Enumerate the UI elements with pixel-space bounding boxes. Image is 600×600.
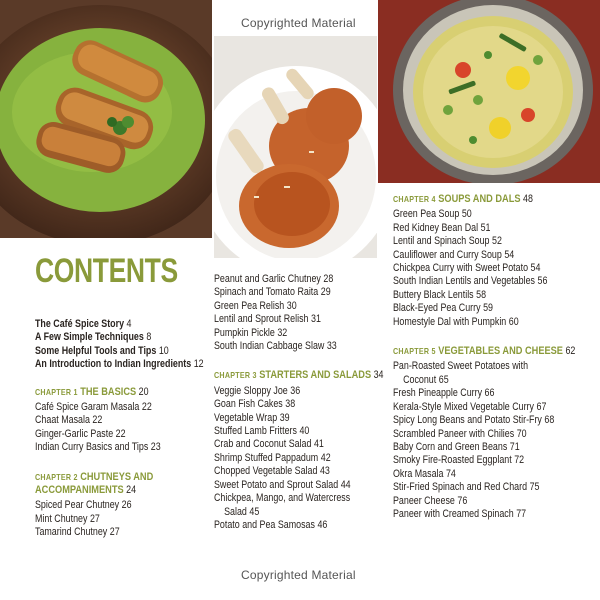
toc-entry[interactable]: The Café Spice Story 4 bbox=[35, 318, 132, 330]
toc-entry[interactable]: Shrimp Stuffed Pappadum 42 bbox=[214, 451, 331, 464]
toc-entry[interactable]: Peanut and Garlic Chutney 28 bbox=[214, 273, 334, 285]
copyright-watermark-bottom: Copyrighted Material bbox=[241, 568, 356, 582]
toc-entry[interactable]: Goan Fish Cakes 38 bbox=[214, 398, 296, 411]
toc-entry[interactable]: Vegetable Wrap 39 bbox=[214, 411, 290, 424]
toc-entry[interactable]: Baby Corn and Green Beans 71 bbox=[393, 440, 520, 453]
toc-entry[interactable]: Stir-Fried Spinach and Red Chard 75 bbox=[393, 481, 540, 494]
toc-entry[interactable]: Lentil and Spinach Soup 52 bbox=[393, 235, 502, 248]
toc-entry[interactable]: Black-Eyed Pea Curry 59 bbox=[393, 302, 493, 315]
toc-entry[interactable]: Chaat Masala 22 bbox=[35, 414, 103, 427]
toc-entry[interactable]: Chickpea, Mango, and Watercress bbox=[214, 492, 351, 505]
toc-entry[interactable]: Pumpkin Pickle 32 bbox=[214, 326, 288, 339]
toc-entry[interactable]: Potato and Pea Samosas 46 bbox=[214, 518, 328, 531]
toc-entry[interactable]: Okra Masala 74 bbox=[393, 467, 456, 480]
toc-entry[interactable]: Buttery Black Lentils 58 bbox=[393, 288, 487, 301]
vegetable-curry-photo bbox=[378, 0, 600, 183]
toc-entry[interactable]: Smoky Fire-Roasted Eggplant 72 bbox=[393, 454, 525, 467]
toc-entry[interactable]: Café Spice Garam Masala 22 bbox=[35, 401, 152, 414]
toc-entry[interactable]: South Indian Cabbage Slaw 33 bbox=[214, 340, 337, 353]
toc-entry[interactable]: Stuffed Lamb Fritters 40 bbox=[214, 425, 310, 438]
toc-entry[interactable]: Homestyle Dal with Pumpkin 60 bbox=[393, 315, 519, 328]
toc-entry-continuation[interactable]: Salad 45 bbox=[224, 505, 260, 518]
toc-entry[interactable]: Red Kidney Bean Dal 51 bbox=[393, 221, 491, 234]
copyright-watermark-top: Copyrighted Material bbox=[241, 16, 356, 30]
toc-entry[interactable]: Green Pea Soup 50 bbox=[393, 208, 472, 221]
toc-entry[interactable]: Tamarind Chutney 27 bbox=[35, 526, 120, 539]
toc-entry[interactable]: Green Pea Relish 30 bbox=[214, 299, 297, 312]
chapter-5-heading[interactable]: CHAPTER 5 VEGETABLES AND CHEESE 62 bbox=[393, 345, 576, 358]
toc-entry[interactable]: An Introduction to Indian Ingredients 12 bbox=[35, 358, 204, 371]
chapter-4-heading[interactable]: CHAPTER 4 SOUPS AND DALS 48 bbox=[393, 193, 533, 205]
toc-entry[interactable]: A Few Simple Techniques 8 bbox=[35, 331, 152, 344]
toc-entry[interactable]: South Indian Lentils and Vegetables 56 bbox=[393, 275, 548, 288]
toc-entry[interactable]: Sweet Potato and Sprout Salad 44 bbox=[214, 478, 351, 491]
contents-heading: CONTENTS bbox=[35, 252, 178, 290]
chapter-3-heading[interactable]: CHAPTER 3 STARTERS AND SALADS 34 bbox=[214, 369, 384, 382]
toc-entry[interactable]: Crab and Coconut Salad 41 bbox=[214, 438, 324, 451]
toc-entry[interactable]: Pan-Roasted Sweet Potatoes with bbox=[393, 360, 529, 373]
toc-entry[interactable]: Lentil and Sprout Relish 31 bbox=[214, 313, 321, 326]
toc-entry[interactable]: Spiced Pear Chutney 26 bbox=[35, 499, 132, 512]
toc-column-3 bbox=[393, 193, 600, 521]
toc-entry[interactable]: Chopped Vegetable Salad 43 bbox=[214, 465, 330, 478]
toc-entry[interactable]: Kerala-Style Mixed Vegetable Curry 67 bbox=[393, 400, 547, 413]
toc-column-2 bbox=[214, 273, 416, 532]
toc-entry[interactable]: Spicy Long Beans and Potato Stir-Fry 68 bbox=[393, 414, 555, 427]
toc-entry[interactable]: Veggie Sloppy Joe 36 bbox=[214, 384, 301, 397]
toc-entry[interactable]: Paneer Cheese 76 bbox=[393, 494, 468, 507]
toc-entry[interactable]: Cauliflower and Curry Soup 54 bbox=[393, 248, 515, 261]
toc-entry[interactable]: Mint Chutney 27 bbox=[35, 512, 100, 525]
toc-entry[interactable]: Chickpea Curry with Sweet Potato 54 bbox=[393, 262, 541, 275]
toc-entry[interactable]: Scrambled Paneer with Chilies 70 bbox=[393, 427, 527, 440]
toc-entry[interactable]: Some Helpful Tools and Tips 10 bbox=[35, 344, 169, 357]
toc-entry-continuation[interactable]: Coconut 65 bbox=[403, 373, 449, 386]
fish-dish-photo bbox=[0, 0, 212, 238]
toc-entry[interactable]: Fresh Pineapple Curry 66 bbox=[393, 387, 495, 400]
front-matter-list bbox=[35, 318, 236, 372]
chapter-1-heading[interactable]: CHAPTER 1 THE BASICS 20 bbox=[35, 385, 149, 398]
toc-entry[interactable]: Spinach and Tomato Raita 29 bbox=[214, 286, 331, 299]
chapter-2-heading[interactable]: CHAPTER 2 CHUTNEYS AND ACCOMPANIMENTS 24 bbox=[35, 470, 154, 497]
toc-entry[interactable]: Ginger-Garlic Paste 22 bbox=[35, 427, 126, 440]
toc-entry[interactable]: Paneer with Creamed Spinach 77 bbox=[393, 507, 527, 520]
toc-column-1 bbox=[35, 318, 236, 540]
lamb-dish-photo bbox=[214, 36, 377, 258]
toc-entry[interactable]: Indian Curry Basics and Tips 23 bbox=[35, 441, 161, 454]
